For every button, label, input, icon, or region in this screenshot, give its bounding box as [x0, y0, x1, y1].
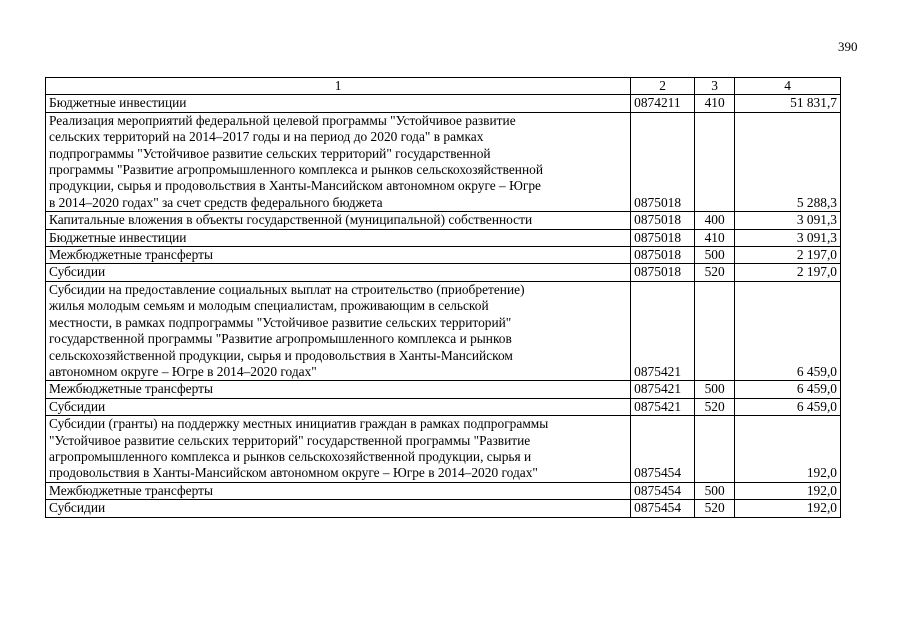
- row-target-code: 0875018: [631, 229, 695, 246]
- table-row: [46, 229, 841, 246]
- row-description: Субсидии: [46, 500, 631, 517]
- column-header: 1: [46, 78, 631, 95]
- row-target-code: 0875454: [631, 500, 695, 517]
- row-description: Реализация мероприятий федеральной целевой программы "Устойчивое развитие сельских территорий на 2014–2017 годы и на период до 2020 года" в рамках подпрограммы "Устойчивое развитие сельских территорий" государственной программы "Развитие агропромышленного комплекса и рынков сельскохозяйственной продукции, сырья и продовольствия в Ханты-Мансийском автономном округе – Югре в 2014–2020 годах" за счет средств федерального бюджета: [46, 112, 631, 211]
- row-target-code: 0875421: [631, 398, 695, 415]
- row-target-code: 0875018: [631, 212, 695, 229]
- page-number: 390: [838, 39, 858, 54]
- row-amount: 6 459,0: [735, 381, 841, 398]
- row-amount: 6 459,0: [735, 281, 841, 380]
- row-expense-type: 520: [695, 264, 735, 281]
- row-amount: 51 831,7: [735, 95, 841, 112]
- row-amount: 2 197,0: [735, 264, 841, 281]
- row-description: Субсидии: [46, 264, 631, 281]
- table-row: [46, 95, 841, 112]
- row-target-code: 0875018: [631, 247, 695, 264]
- row-amount: 5 288,3: [735, 112, 841, 211]
- column-header: 2: [631, 78, 695, 95]
- row-expense-type: 410: [695, 95, 735, 112]
- row-expense-type: 520: [695, 500, 735, 517]
- table-row: [46, 482, 841, 499]
- row-amount: 192,0: [735, 500, 841, 517]
- row-target-code: 0875421: [631, 381, 695, 398]
- row-description: Капитальные вложения в объекты государственной (муниципальной) собственности: [46, 212, 631, 229]
- row-target-code: 0875454: [631, 416, 695, 483]
- row-amount: 192,0: [735, 416, 841, 483]
- row-expense-type: 500: [695, 482, 735, 499]
- row-expense-type: 520: [695, 398, 735, 415]
- row-target-code: 0875018: [631, 112, 695, 211]
- table-row: [46, 398, 841, 415]
- row-target-code: 0875421: [631, 281, 695, 380]
- row-description: Межбюджетные трансферты: [46, 482, 631, 499]
- row-amount: 3 091,3: [735, 229, 841, 246]
- table-row: [46, 112, 841, 211]
- row-description: Бюджетные инвестиции: [46, 95, 631, 112]
- table-row: [46, 264, 841, 281]
- row-description: Субсидии (гранты) на поддержку местных инициатив граждан в рамках подпрограммы "Устойчивое развитие сельских территорий" государственной программы "Развитие агропромышленного комплекса и рынков сельскохозяйственной продукции, сырья и продовольствия в Ханты-Мансийском автономном округе – Югре в 2014–2020 годах": [46, 416, 631, 483]
- row-expense-type: [695, 281, 735, 380]
- row-target-code: 0875454: [631, 482, 695, 499]
- row-description: Бюджетные инвестиции: [46, 229, 631, 246]
- row-expense-type: 410: [695, 229, 735, 246]
- column-header: 4: [735, 78, 841, 95]
- row-expense-type: 400: [695, 212, 735, 229]
- table-row: [46, 281, 841, 380]
- table-row: [46, 212, 841, 229]
- column-header: 3: [695, 78, 735, 95]
- table-row: [46, 381, 841, 398]
- row-expense-type: [695, 416, 735, 483]
- table-row: [46, 416, 841, 483]
- row-amount: 3 091,3: [735, 212, 841, 229]
- row-target-code: 0874211: [631, 95, 695, 112]
- row-description: Субсидии на предоставление социальных выплат на строительство (приобретение) жилья молодым семьям и молодым специалистам, проживающим в сельской местности, в рамках подпрограммы "Устойчивое развитие сельских территорий" государственной программы "Развитие агропромышленного комплекса и рынков сельскохозяйственной продукции, сырья и продовольствия в Ханты-Мансийском автономном округе – Югре в 2014–2020 годах": [46, 281, 631, 380]
- row-target-code: 0875018: [631, 264, 695, 281]
- table-row: [46, 247, 841, 264]
- row-expense-type: 500: [695, 247, 735, 264]
- row-description: Межбюджетные трансферты: [46, 247, 631, 264]
- row-amount: 192,0: [735, 482, 841, 499]
- row-description: Межбюджетные трансферты: [46, 381, 631, 398]
- budget-table: [45, 77, 841, 518]
- row-expense-type: 500: [695, 381, 735, 398]
- row-expense-type: [695, 112, 735, 211]
- row-description: Субсидии: [46, 398, 631, 415]
- row-amount: 6 459,0: [735, 398, 841, 415]
- row-amount: 2 197,0: [735, 247, 841, 264]
- table-header-row: [46, 78, 841, 95]
- table-row: [46, 500, 841, 517]
